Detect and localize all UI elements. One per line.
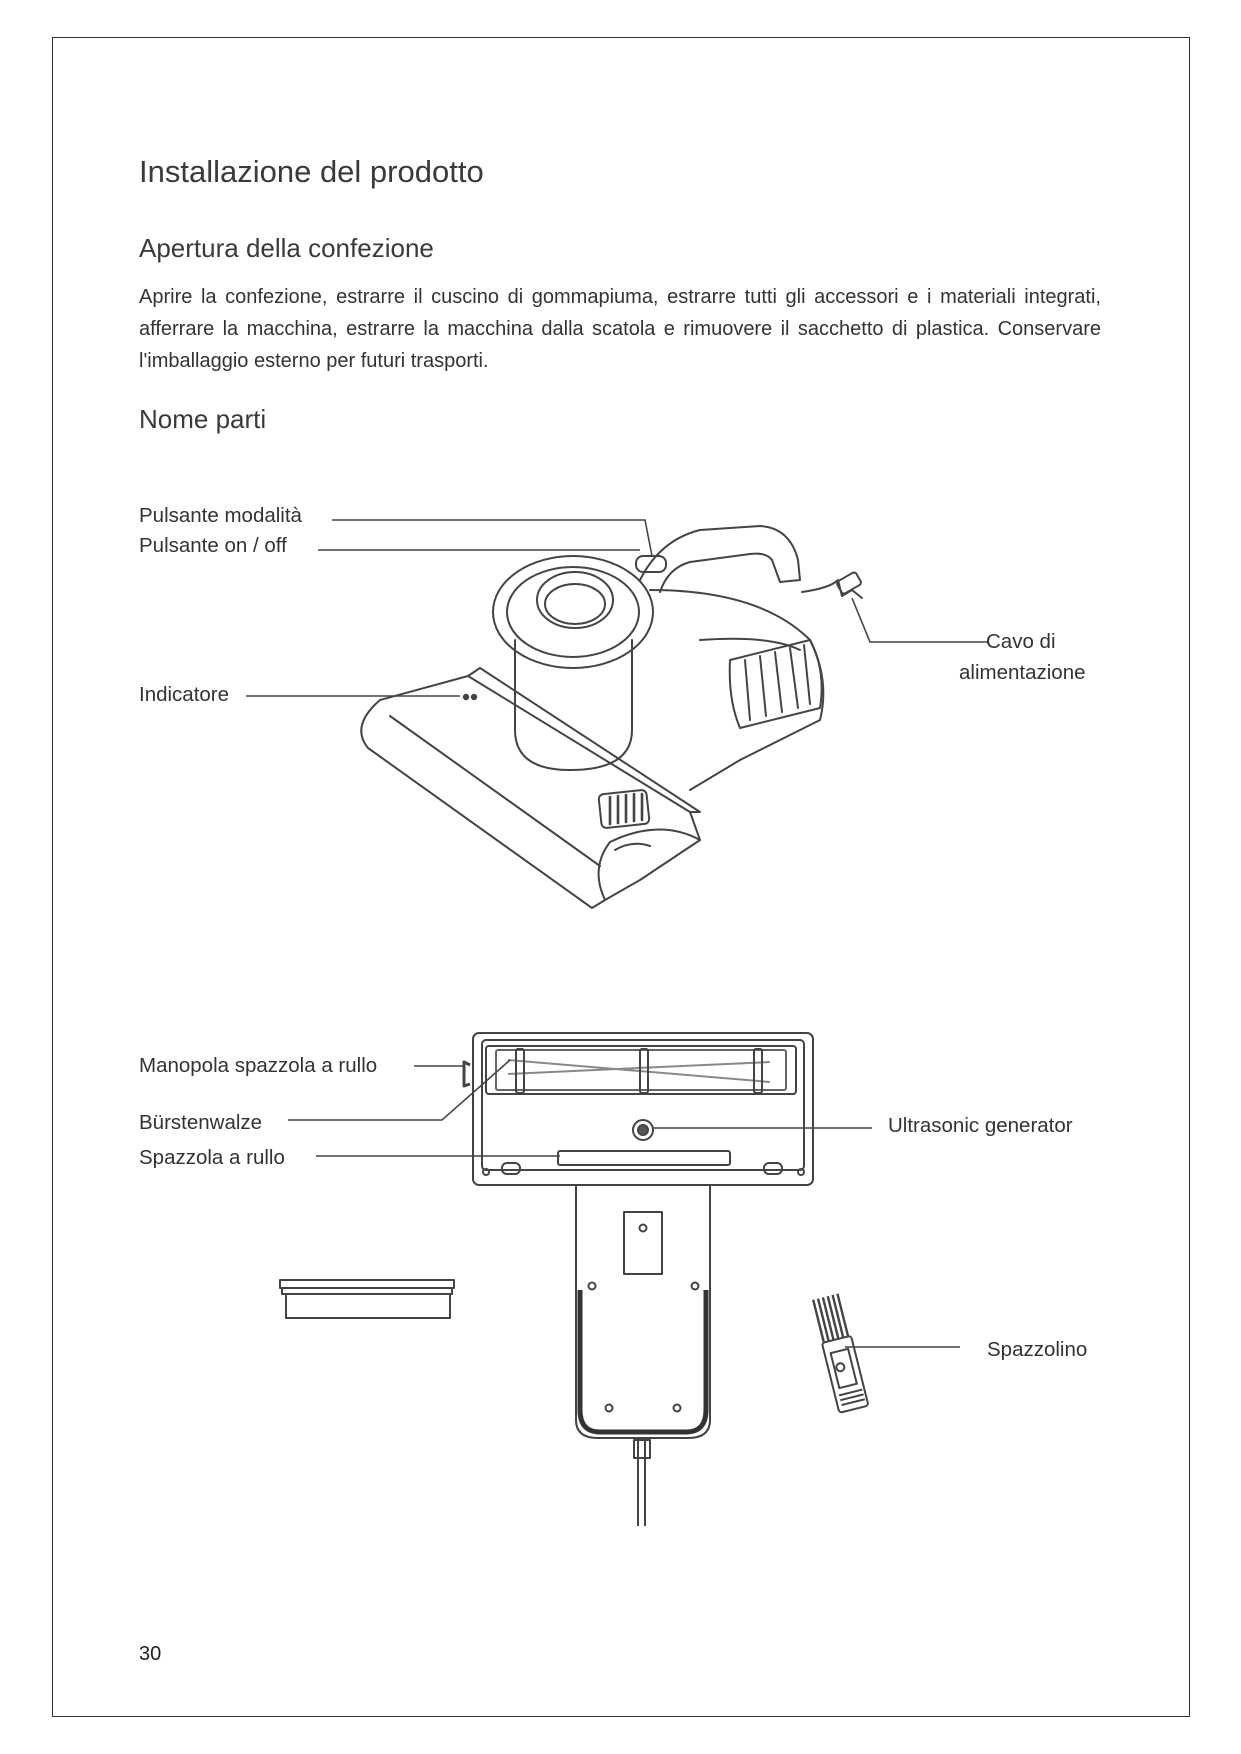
label-indicator: Indicatore [139,683,230,706]
label-mode-button: Pulsante modalità [139,504,302,527]
label-power-cable-line2: alimentazione [959,661,1086,684]
page-title: Installazione del prodotto [139,154,484,189]
section-heading-parts: Nome parti [139,404,267,434]
page-number: 30 [139,1643,162,1665]
label-roller-brush: Spazzola a rullo [139,1146,285,1169]
section-heading-unboxing: Apertura della confezione [139,233,434,263]
label-roller-knob: Manopola spazzola a rullo [139,1054,378,1077]
label-ultrasonic-generator: Ultrasonic generator [888,1114,1073,1137]
label-power-cable-line1: Cavo di [986,630,1056,653]
label-cleaning-brush: Spazzolino [987,1338,1088,1361]
section-text-unboxing: Aprire la confezione, estrarre il cuscino di gommapiuma, estrarre tutti gli accessori e i materiali integrati, afferrare la macchina, estrarre la macchina dalla scatola e rimuovere il sacchetto di plastica. Conservare l'imballaggio esterno per futuri trasporti. [139,286,1101,372]
label-power-button: Pulsante on / off [139,534,287,557]
label-brush-roller-de: Bürstenwalze [139,1111,263,1134]
